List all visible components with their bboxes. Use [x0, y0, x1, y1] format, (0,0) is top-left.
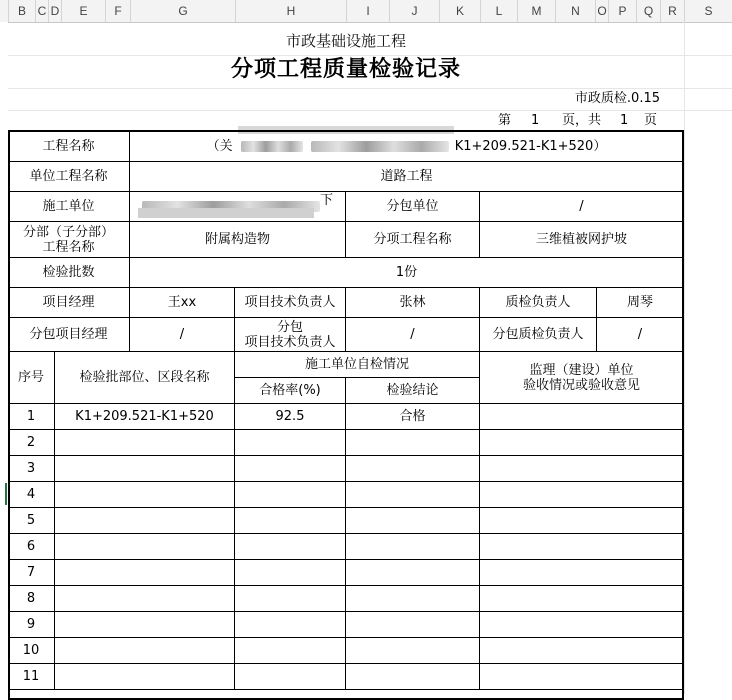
form-title-line1: 市政基础设施工程 [285, 32, 406, 50]
self-check-header-cell[interactable] [235, 352, 480, 378]
redacted-overlay [238, 126, 454, 134]
table-cell-batch[interactable] [55, 430, 235, 456]
subitem-label: 分项工程名称 [373, 232, 452, 247]
unit-project-label-cell[interactable] [8, 162, 130, 192]
pass-rate-header-cell[interactable] [235, 378, 346, 404]
subcontract-unit-label-cell[interactable] [346, 192, 480, 222]
page-ye: 页 [644, 113, 658, 128]
form-title-line2: 分项工程质量检验记录 [230, 57, 461, 82]
division-cell[interactable] [130, 222, 346, 258]
table-cell-batch[interactable] [55, 456, 235, 482]
project-name-label: 工程名称 [42, 139, 95, 154]
table-cell-text: 2 [26, 435, 36, 450]
column-header[interactable]: B [8, 0, 35, 22]
batch-count-cell[interactable] [130, 258, 684, 288]
unit-project-value: 道路工程 [380, 169, 433, 184]
conclusion-header: 检验结论 [386, 383, 439, 398]
table-cell-batch[interactable] [55, 586, 235, 612]
table-cell-seq[interactable] [8, 508, 55, 534]
column-header[interactable]: N [555, 0, 595, 22]
sub-tech-label-line2: 项目技术负责人 [244, 334, 336, 350]
table-cell-rate[interactable] [235, 612, 346, 638]
table-cell-rate[interactable] [235, 586, 346, 612]
table-cell-supervision[interactable] [480, 534, 684, 560]
table-cell-batch[interactable] [55, 534, 235, 560]
table-cell-conclusion[interactable] [346, 638, 480, 664]
table-cell-rate[interactable] [235, 638, 346, 664]
table-cell-text: 6 [26, 539, 36, 554]
subitem-label-cell[interactable] [346, 222, 480, 258]
sub-tech-value: / [410, 327, 415, 342]
table-cell-rate[interactable] [235, 560, 346, 586]
column-header[interactable]: Q [636, 0, 660, 22]
table-cell-seq[interactable] [8, 560, 55, 586]
tech-lead-label: 项目技术负责人 [244, 295, 336, 310]
table-cell-text: 9 [26, 617, 36, 632]
column-header[interactable]: M [517, 0, 555, 22]
tech-lead-label-cell[interactable] [235, 288, 346, 318]
table-cell-supervision[interactable] [480, 664, 684, 690]
project-name-cell[interactable] [130, 132, 684, 162]
pm-value: 王xx [167, 295, 197, 310]
active-row-indicator [5, 483, 7, 505]
qc-lead-label: 质检负责人 [505, 295, 571, 310]
table-cell-conclusion[interactable] [346, 612, 480, 638]
table-cell-seq[interactable] [8, 482, 55, 508]
division-label-cell[interactable] [8, 222, 130, 258]
table-cell-seq[interactable] [8, 664, 55, 690]
gridline [0, 110, 732, 111]
table-cell-batch[interactable] [55, 482, 235, 508]
table-cell-conclusion[interactable] [346, 404, 480, 430]
table-cell-batch[interactable] [55, 638, 235, 664]
table-cell-seq[interactable] [8, 586, 55, 612]
supervision-header-line1: 监理（建设）单位 [529, 362, 634, 378]
table-cell-supervision[interactable] [480, 508, 684, 534]
table-cell-text: 7 [26, 565, 36, 580]
table-cell-text: 5 [26, 513, 36, 528]
column-header[interactable]: C [35, 0, 48, 22]
sub-tech-label-line1: 分包 [276, 319, 303, 335]
supervision-header-line2: 验收情况或验收意见 [522, 377, 640, 393]
sub-qc-label: 分包质检负责人 [492, 327, 584, 342]
table-cell-rate[interactable] [235, 404, 346, 430]
self-check-header: 施工单位自检情况 [304, 357, 409, 372]
table-cell-conclusion[interactable] [346, 430, 480, 456]
subcontract-unit-label: 分包单位 [386, 199, 439, 214]
pm-label: 项目经理 [42, 295, 95, 310]
column-header[interactable]: P [608, 0, 636, 22]
pass-rate-header: 合格率(%) [259, 383, 321, 398]
table-cell-supervision[interactable] [480, 456, 684, 482]
table-cell-seq[interactable] [8, 430, 55, 456]
sub-pm-cell[interactable] [130, 318, 235, 352]
column-header[interactable]: K [439, 0, 480, 22]
sub-pm-value: / [179, 327, 185, 342]
batch-count-label: 检验批数 [42, 265, 95, 280]
subcontract-unit-value: / [579, 199, 584, 214]
table-cell-text: 11 [22, 669, 40, 684]
table-cell-rate[interactable] [235, 430, 346, 456]
column-header[interactable]: D [48, 0, 61, 22]
sub-tech-cell[interactable] [346, 318, 480, 352]
table-cell-text: 合格 [399, 409, 426, 424]
seq-header: 序号 [17, 370, 44, 385]
gridline [0, 88, 732, 89]
table-cell-batch[interactable] [55, 612, 235, 638]
qc-lead-value: 周琴 [626, 295, 653, 310]
table-cell-rate[interactable] [235, 456, 346, 482]
column-header[interactable]: I [346, 0, 389, 22]
sub-qc-label-cell[interactable] [480, 318, 597, 352]
table-cell-rate[interactable] [235, 664, 346, 690]
qc-lead-cell[interactable] [597, 288, 684, 318]
table-cell-text: K1+209.521-K1+520 [75, 409, 214, 424]
table-cell-supervision[interactable] [480, 404, 684, 430]
pm-label-cell[interactable] [8, 288, 130, 318]
table-cell-seq[interactable] [8, 638, 55, 664]
table-cell-text: 4 [26, 487, 36, 502]
table-cell-supervision[interactable] [480, 560, 684, 586]
table-cell-batch[interactable] [55, 560, 235, 586]
table-cell-seq[interactable] [8, 612, 55, 638]
table-cell-conclusion[interactable] [346, 664, 480, 690]
table-cell-text: 92.5 [275, 409, 305, 424]
table-cell-conclusion[interactable] [346, 586, 480, 612]
tech-lead-value: 张林 [399, 295, 426, 310]
project-name-prefix: （关 [206, 139, 233, 154]
subitem-value: 三维植被网护坡 [535, 232, 627, 247]
table-cell-text: 8 [26, 591, 36, 606]
column-header[interactable]: E [61, 0, 105, 22]
batch-header: 检验批部位、区段名称 [79, 370, 210, 385]
supervision-header-cell[interactable] [480, 352, 684, 404]
construction-unit-label-cell[interactable] [8, 192, 130, 222]
column-header-bar [0, 0, 732, 23]
table-cell-supervision[interactable] [480, 586, 684, 612]
pm-cell[interactable] [130, 288, 235, 318]
table-cell-batch[interactable] [55, 508, 235, 534]
redacted-overlay [138, 208, 314, 218]
subcontract-unit-cell[interactable] [480, 192, 684, 222]
table-cell-supervision[interactable] [480, 430, 684, 456]
table-cell-conclusion[interactable] [346, 560, 480, 586]
column-header[interactable]: G [130, 0, 235, 22]
column-header[interactable]: H [235, 0, 346, 22]
unit-project-cell[interactable] [130, 162, 684, 192]
project-name-suffix: K1+209.521-K1+520） [454, 139, 607, 154]
column-header[interactable]: R [660, 0, 684, 22]
sub-tech-label-cell[interactable] [235, 318, 346, 352]
tech-lead-cell[interactable] [346, 288, 480, 318]
sub-qc-cell[interactable] [597, 318, 684, 352]
column-header[interactable]: F [105, 0, 130, 22]
column-header[interactable]: S [684, 0, 732, 22]
redacted-text [311, 141, 449, 152]
batch-count-value: 1份 [395, 265, 418, 280]
table-cell-batch[interactable] [55, 664, 235, 690]
table-cell-conclusion[interactable] [346, 456, 480, 482]
table-cell-batch[interactable] [55, 404, 235, 430]
column-header[interactable]: O [595, 0, 608, 22]
table-cell-supervision[interactable] [480, 638, 684, 664]
redacted-text [241, 141, 303, 152]
sub-pm-label: 分包项目经理 [29, 327, 108, 342]
column-header[interactable]: L [480, 0, 517, 22]
page-ye-gong: 页，共 [562, 113, 602, 128]
table-cell-text: 3 [26, 461, 36, 476]
table-cell-supervision[interactable] [480, 482, 684, 508]
page-total: 1 [620, 113, 629, 128]
table-cell-supervision[interactable] [480, 612, 684, 638]
batch-header-cell[interactable] [55, 352, 235, 404]
subitem-cell[interactable] [480, 222, 684, 258]
batch-count-label-cell[interactable] [8, 258, 130, 288]
unit-project-label: 单位工程名称 [29, 169, 108, 184]
division-label-line1: 分部（子分部） [22, 224, 114, 240]
table-cell-conclusion[interactable] [346, 534, 480, 560]
division-value: 附属构造物 [204, 232, 270, 247]
form-code: 市政质检.0.15 [574, 91, 660, 106]
table-cell-seq[interactable] [8, 534, 55, 560]
qc-lead-label-cell[interactable] [480, 288, 597, 318]
table-cell-rate[interactable] [235, 508, 346, 534]
column-header[interactable]: J [389, 0, 439, 22]
table-cell-seq[interactable] [8, 456, 55, 482]
project-name-label-cell[interactable] [8, 132, 130, 162]
division-label-line2: 工程名称 [42, 239, 95, 255]
table-cell-seq[interactable] [8, 404, 55, 430]
sub-qc-value: / [637, 327, 643, 342]
table-cell-text: 10 [22, 643, 40, 658]
construction-unit-tail: 下 [320, 193, 334, 208]
table-cell-rate[interactable] [235, 534, 346, 560]
sub-pm-label-cell[interactable] [8, 318, 130, 352]
table-cell-conclusion[interactable] [346, 482, 480, 508]
seq-header-cell[interactable] [8, 352, 55, 404]
table-cell-conclusion[interactable] [346, 508, 480, 534]
row-header-edge [0, 22, 8, 694]
gridline [684, 22, 685, 694]
construction-unit-label: 施工单位 [42, 199, 95, 214]
table-cell-text: 1 [26, 409, 36, 424]
table-cell-rate[interactable] [235, 482, 346, 508]
conclusion-header-cell[interactable] [346, 378, 480, 404]
page-di: 第 [498, 113, 512, 128]
page-current: 1 [531, 113, 540, 128]
